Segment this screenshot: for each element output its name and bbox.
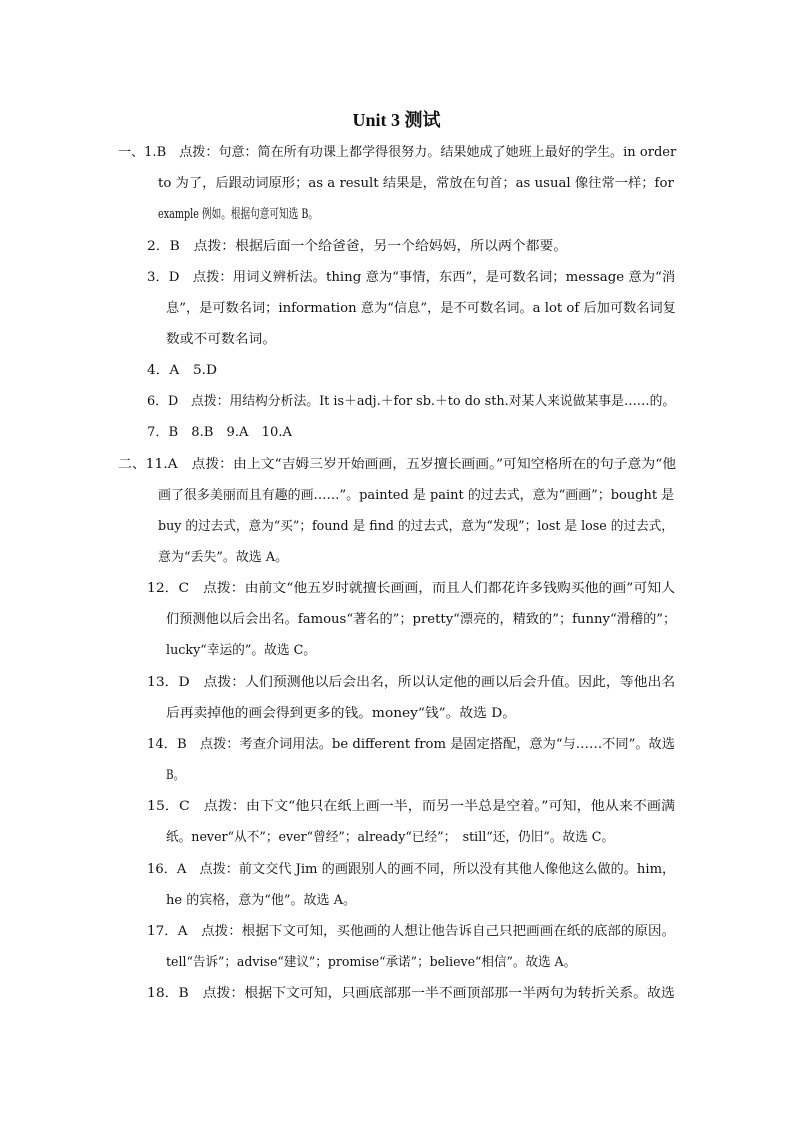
text-line: 6．D 点拨：用结构分析法。It is＋adj.＋for sb.＋to do sth.对某人来说做某事是……的。 (147, 394, 676, 409)
text-line: 意为“丢失”。故选 A。 (158, 550, 289, 565)
text-line: 7．B 8.B 9.A 10.A (147, 425, 292, 440)
text-line: to 为了，后跟动词原形；as a result 结果是，常放在句首；as usual 像往常一样；for (158, 176, 674, 191)
text-line: tell“告诉”；advise“建议”；promise“承诺”；believe“相信”。故选 A。 (166, 955, 577, 970)
text-line: he 的宾格，意为“他”。故选 A。 (166, 893, 357, 908)
text-line: example 例如。根据句意可知选 B。 (158, 207, 319, 222)
text-line: 16．A 点拨：前文交代 Jim 的画跟别人的画不同，所以没有其他人像他这么做的。him， (147, 862, 676, 877)
text-line: 们预测他以后会出名。famous“著名的”；pretty“漂亮的，精致的”；funny“滑稽的”； (166, 612, 677, 627)
text-line: 二、11.A 点拨：由上文“吉姆三岁开始画画，五岁擅长画画。”可知空格所在的句子意为“他 (118, 457, 677, 472)
text-line: 3．D 点拨：用词义辨析法。thing 意为“事情，东西”，是可数名词；message 意为“消 (147, 270, 676, 285)
text-line: 12．C 点拨：由前文“他五岁时就擅长画画，而且人们都花许多钱购买他的画”可知人 (147, 581, 676, 596)
text-line: lucky“幸运的”。故选 C。 (166, 643, 317, 658)
text-line: B。 (166, 768, 184, 783)
text-line: buy 的过去式，意为“买”；found 是 find 的过去式，意为“发现”；lost 是 lose 的过去式， (158, 519, 674, 534)
text-line: 15．C 点拨：由下文“他只在纸上画一半，而另一半总是空着。”可知，他从来不画满 (147, 799, 676, 814)
text-line: 纸。never“从不”；ever“曾经”；already“已经”； still“还，仍旧”。故选 C。 (166, 830, 615, 845)
text-line: 后再卖掉他的画会得到更多的钱。money“钱”。故选 D。 (166, 706, 516, 721)
text-line: 17．A 点拨：根据下文可知，买他画的人想让他告诉自己只把画画在纸的底部的原因。 (147, 924, 676, 939)
text-line: 14．B 点拨：考查介词用法。be different from 是固定搭配，意为“与……不同”。故选 (147, 737, 675, 752)
text-line: 18．B 点拨：根据下文可知，只画底部那一半不画顶部那一半两句为转折关系。故选 (147, 986, 675, 1001)
text-line: 息”，是可数名词；information 意为“信息”，是不可数名词。a lot of 后加可数名词复 (166, 301, 676, 316)
text-line: 一、1.B 点拨：句意：简在所有功课上都学得很努力。结果她成了她班上最好的学生。in order (118, 145, 677, 160)
text-line: 13．D 点拨：人们预测他以后会出名，所以认定他的画以后会升值。因此，等他出名 (147, 675, 676, 690)
text-line: 画了很多美丽而且有趣的画……”。painted 是 paint 的过去式，意为“画画”；bought 是 (158, 488, 675, 503)
text-line: 4．A 5.D (147, 363, 218, 378)
text-line: 数或不可数名词。 (166, 332, 277, 347)
text-line: 2．B 点拨：根据后面一个给爸爸，另一个给妈妈，所以两个都要。 (147, 239, 568, 254)
page-title: Unit 3 测试 (352, 110, 441, 130)
